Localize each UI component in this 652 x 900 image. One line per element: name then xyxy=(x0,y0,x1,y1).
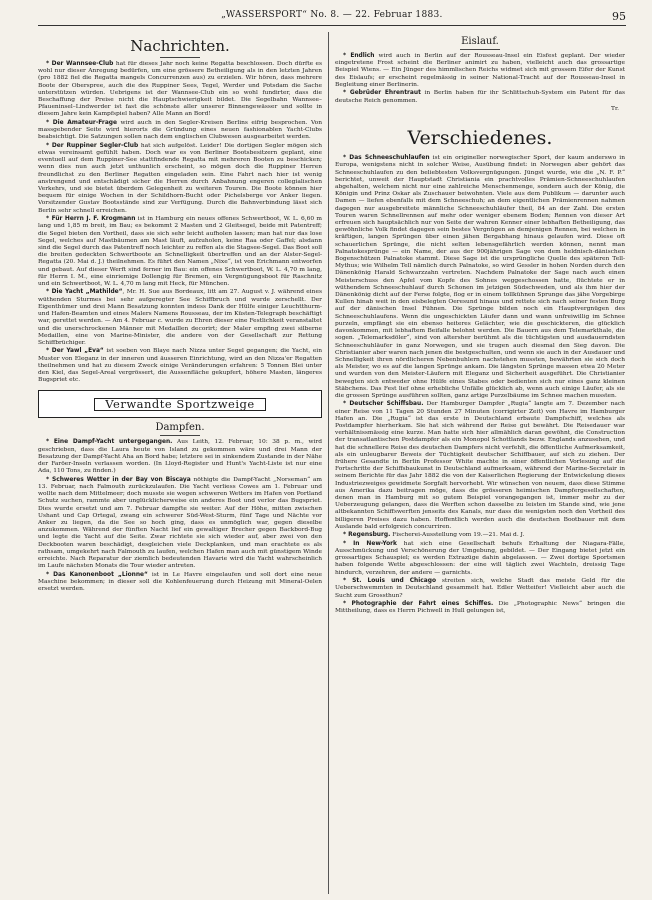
article-paragraph xyxy=(38,120,322,142)
article-paragraph xyxy=(335,53,625,89)
article-paragraph xyxy=(38,216,322,288)
verschiedenes-articles xyxy=(335,155,625,615)
article-lead: * Deutscher Schiffsbau. xyxy=(343,401,424,408)
article-lead: * In New-York xyxy=(343,540,397,547)
article-text: Fischerei-Ausstellung vom 19.—21. Mai d. J. xyxy=(390,532,525,539)
article-paragraph xyxy=(38,439,322,475)
article-text: nöthigte die Dampf-Yacht „Norseman“ am 13. Februar, nach Falmouth zurückzulaufen. Die Yacht verliess Cowes am 1. Februar und wollte nach dem Mittelmeer; doch musste sie wegen schweren Wetters im Hafen von Portland Schutz suchen, rammte aber unglücklicherweise ein anderes Boot und verlor das Bugspriet. Dies wurde ersetzt und am 7. Februar dampfte sie weiter. Auf der Höhe, mitten zwischen Ushant und Cap Ortegal, zwang ein schwerer Süd-West-Sturm, fünf Tage und Nächte vor Anker zu liegen, da die See so hoch ging, dass es unmöglich war, gegen dieselbe anzukommen. Während der fünften Nacht lief ein gewaltiger Brecher gegen Backbord-Bug und legte die Yacht auf die Seite. Zwar richtete sie sich wieder auf, aber zwei von den Deckbooten waren beschädigt, desgleichen viele Deckplanken, und man erachtete es als rathsam, umgekehrt nach Falmouth zu laufen, welchen Hafen man auch mit günstigem Winde erreichte. Nach Reparatur der ziemlich bedeutenden Havarie wird die Yacht wahrscheinlich im Laufe nächsten Monats die Tour wieder antreten. xyxy=(38,476,322,570)
article-text: Aus Leith, 12. Februar, 10: 38 p. m., wird geschrieben, dass die Laura heute von Island zu gekommen wäre und drei Mann der Besatzung der Dampf-Yacht Aha an Bord habe; letztere sei in sinkendem Zustande in der Nähe der Faröer-Inseln verlassen worden. (In Lloyd-Register und Hunt's Yacht-Liste ist nur eine Ada, 110 Tons, zu finden.) xyxy=(38,439,322,475)
article-text: hat für dieses Jahr noch keine Regatta beschlossen. Doch dürfte es wohl nur dieser Anregung bedürfen, um eine grössere Betheiligung als in den letzten Jahren (pro 1882 fiel die Regatta mangels Concurrenzen aus) zu erzielen. Wir hören, dass mehrere Boote der Oberspree, auch die des Ruppiner Sees, Tegel, Werder und Potsdam die Sache unterstützen würden. Uebrigens ist der Wannsee-Club ein so wohl fundirter, dass die Beschaffung der Preise nicht die Hauptschwierigkeit bildet. Die Segelbahn Wannsee–Pfaueninsel–Lindwerder ist fast die schönste aller unserer Binnengewässer und sollte in diesem Jahre kein Kampfspiel haben? Alle Mann an Bord! xyxy=(38,61,322,118)
article-paragraph xyxy=(335,578,625,600)
article-lead: * Die Yacht „Mathilde“ xyxy=(46,289,123,296)
banner-title: Verwandte Sportzweige xyxy=(94,398,265,411)
article-paragraph xyxy=(335,601,625,615)
article-text: wird auch in Berlin auf der Rousseau-Insel ein Eisfest geplant. Der wieder eingetretene Frost scheint die Berliner animirt zu haben, vielleicht auch das grossartige Beispiel Wiens. — Ein Jünger des himmlischen Reichs widmet sich mit grossem Eifer der Kunst des Eislaufs; er erscheint regelmässig in seiner National-Tracht auf der Rousseau-Insel in Begleitung einer Berlinerin. xyxy=(335,53,625,88)
article-text: in Berlin haben für ihr Schlittschuh-System ein Patent für das deutsche Reich genommen. xyxy=(335,90,625,104)
right-column xyxy=(335,32,625,896)
section-banner xyxy=(38,390,322,418)
article-lead: * Photographie der Fahrt eines Schiffes. xyxy=(343,601,494,608)
article-text: ist soeben von Blaye nach Nizza unter Segel gegangen; die Yacht, ein Muster von Eleganz in der inneren und äusseren Einrichtung, wird an den Nizza'er Regatten theilnehmen und hat zu diesem Zweck einige Veränderungen erfahren: 5 Tonnen Blei unter den Kiel, das Segel-Areal vergrössert, die Aussenfläche gekupfert, höhere Masten, längeres Bugspriet etc. xyxy=(38,348,322,384)
article-paragraph xyxy=(38,143,322,215)
article-lead: * Schweres Wetter in der Bay von Biscaya xyxy=(46,476,191,483)
article-lead: * St. Louis und Chicago xyxy=(343,578,436,585)
article-lead: * Endlich xyxy=(343,53,375,59)
article-paragraph xyxy=(335,90,625,104)
heading-separator xyxy=(160,57,200,58)
article-lead: * Der Ruppiner Segler-Club xyxy=(46,142,139,149)
article-lead: * Der Wannsee-Club xyxy=(46,61,114,67)
page-number: 95 xyxy=(612,10,626,23)
article-lead: * Regensburg. xyxy=(343,532,391,539)
article-lead: * Der Yawl „Eva“ xyxy=(46,348,104,355)
article-paragraph xyxy=(38,61,322,119)
article-text: ist in Le Havre eingelaufen und soll dort eine neue Maschine bekommen; in dieser soll die Kohlenfeuerung durch Heizung mit Mineral-Oelen ersetzt werden. xyxy=(38,571,322,593)
heading-separator xyxy=(160,435,200,436)
article-text: wird auch in den Segler-Kreisen Berlins eifrig besprochen. Von massgebender Seite wird hierorts die Gründung eines neuen fashionablen Yacht-Clubs beabsichtigt. Die Satzungen sollen nach dem englischen Clubwesen ausgearbeitet werden. xyxy=(38,119,322,141)
article-text: Die „Photographic News“ bringen die Mittheilung, dass es Herrn Pichwell in Hull gelungen ist, xyxy=(335,601,625,615)
heading-verschiedenes: Verschiedenes. xyxy=(407,127,553,150)
eislauf-signature: Tr. xyxy=(611,106,619,113)
article-lead: * Für Herrn J. F. Krogmann xyxy=(46,216,136,223)
running-header xyxy=(38,10,626,26)
running-title: „WASSERSPORT“ No. 8. — 22. Februar 1883. xyxy=(221,10,443,20)
header-rule xyxy=(38,25,626,26)
article-lead: * Das Schneeschuhlaufen xyxy=(343,155,430,162)
article-paragraph xyxy=(335,541,625,577)
nachrichten-articles xyxy=(38,61,322,384)
article-paragraph xyxy=(38,348,322,384)
heading-separator xyxy=(460,49,500,50)
article-text: Der Hamburger Dampfer „Rugia“ langte am 7. Dezember nach einer Reise von 11 Tagen 20 Stunden 27 Minuten (corrigirter Zeit) von Havre im Hamburger Hafen an. Die „Rugia“ ist das erste in Deutschland erbaute Dampfschiff, welches als Postdampfer hierherkam. Sie hat sich während der Reise gut bewährt. Die Reisedauer war verhältnissmässig eine kurze. Man hatte sich hier allmählich daran gewöhnt, die Construction der transatlantischen Postdampfer als ein Monopol Schottlands bezw. Englands anzusehen, und hat die schnellere Reise des deutschen Dampfers nicht verfehlt, die öffentliche Aufmerksamkeit, als ein unleugbarer Beweis der Tüchtigkeit deutscher Schiffbauer, auf sich zu ziehen. Der frühere Gesandte in Berlin Professor White machte in einer öffentlichen Vorlesung auf die Fortschritte der Schiffsbaukunst in Deutschland aufmerksam, während der Marine-Secretair in seinem Berichte für das Jahr 1882 die von der Kaiserlichen Regierung der Entwickelung dieses Industriezweiges gewidmete Sorgfalt hervorhebt. Wir wünschen von neuem, dass diese Stimme aus Amerika dazu beitragen möge, dass die grösseren heimischen Dampfergesellschaften, denen man in Hamburg mit so gutem Beispiel vorangegangen ist, immer mehr zu der Ueberzeugung gelangen, dass die Werften schon dasselbe zu leisten im Stande sind, wie jene altbekannten Schiffswerften jenseits des Kanals, nur dass die wenigsten noch den Vortheil des billigeren Preises dazu haben. Hoffentlich werden auch die deutschen Bootbauer mit dem Auslande bald erfolgreich concurriren. xyxy=(335,401,625,530)
article-paragraph xyxy=(38,289,322,347)
heading-eislauf: Eislauf. xyxy=(461,36,499,47)
article-paragraph xyxy=(335,155,625,400)
dampfen-articles xyxy=(38,439,322,593)
article-text: streiten sich, welche Stadt das meiste Geld für die Ueberschwemmten in Deutschland gesammelt hat. Edler Wetteifer! Vielleicht aber auch die Sucht zum Grossthun? xyxy=(335,578,625,599)
article-lead: * Die Amateur-Frage xyxy=(46,119,118,126)
heading-nachrichten: Nachrichten. xyxy=(130,37,230,55)
article-text: ist ein origineller norwegischer Sport, der kaum anderswo in Europa, wenigstens nicht in solcher Weise, Ausübung findet: in Norwegen aber gehört das Schneeschuhlaufen zu den beliebtesten Volksvergnügungen. Jüngst wurde, wie die „N. F. P.“ berichtet, unweit der Hauptstadt Christiania ein prachtvolles Prämien-Schneeschuhlaufen abgehalten, welchem nicht nur eine zahlreiche Menschenmenge, sondern auch der König, die Königin und Prinz Oskar als Zuschauer beiwohnten. Viele aus dem Publikum — darunter auch Damen — liefen ebenfalls mit dem Schneeschuh; an dem eigentlichen Prämienrennen nahmen dagegen nur ausgebreitete männliche Schneeschuhläufer theil, 84 an der Zahl. Die ersten Touren waren Schnellrennen auf mehr oder weniger ebenem Boden; Rennen von dieser Art erfreuen sich hauptsächlich nur von Seite der wahren Kenner einer lebhaften Betheiligung, das gewöhnliche Volk findet dagegen sein bestes Vergnügen an demjenigen Rennen, bei welchen in kräftigen, langen Sprüngen über einen jähen Bergabhang hinaus gelaufen wird. Diese oft schauerlichen Sprünge, die nicht selten lebensgefährlich werden können, nennt man Palnatokesprünge — ein Name, der aus der 900jährigen Sage von dem heldnisch-dänischen Bogenschützen Palnatoke stammt. Diese Sage ist die ursprüngliche Quelle des späteren Tell-Mythus; wie Wilhelm Tell nämlich durch Palnatoke, so wird Gessler in hohen Norden durch den Dänenkönig Harald Schwarzzahn vertreten. Nachdem Palnatoke der Sage nach auch einen Meisterschuss den Apfel vom Kopfe des Sohnes weggeschossen hatte, flüchtete er in wüthendem Schneeschuhlauf durch Schonen im jetzigen Südschweden, und als ihm hier der Dänenkönig dicht auf der Ferse folgte, flog er in einem tollkühnen Sprunge das jähe Vorgebirge Kullen hinab weit in den eisbelegten Oeresund hinaus und rettete sich nach seiner festen Burg auf der dänischen Insel Fühnen. Die Sprünge bilden noch ein Hauptvergnügen des Schneeschuhlaufens. Wenn die ungeschickten Läufer dann und wann unfreiwillig im Schnee purzeln, empfängt sie ein ebenso heiteres Gelächter, wie die geschickteren, die glücklich davonkommen, mit lebhaftem Beifalle belohnt werden. Die Bauern aus dem Telemarkthale, die sogen. „Telemarksdöler“, sind von altersher berühmt als die tüchtigsten und ausdauerndsten Schneeschuhläufer in ganz Norwegen, und sie trugen auch diesmal den Sieg davon. Die Christianier aber waren nach jenen die bestgeschulten, und wenn sie auch in der Ausdauer und Schnelligkeit ihren nördlicheren Nebenbuhlern nachstehen mussten, bewährten sie sich doch als Meister, wo es auf die langen Sprünge ankam. Die längsten Sprünge massen etwa 20 Meter und wurden von den Meister-Läufern mit Eleganz und Sicherheit ausgeführt. Die Christianier bewegten sich entweder ohne Hülfe eines Stabes oder bedienten sich nur eines ganz kleinen Stäbchens. Das Fest lief ohne erhebliche Unfälle glücklich ab, wenn auch einige Läufer, als sie die grossen Sprünge ausführen sollten, ganz artige Purzelbäume im Schnee machen mussten. xyxy=(335,155,625,399)
article-paragraph xyxy=(38,477,322,571)
article-paragraph xyxy=(38,572,322,594)
article-lead: * Eine Dampf-Yacht untergegangen. xyxy=(46,439,173,446)
column-divider xyxy=(328,32,329,894)
article-text: hat sich aufgelöst. Leider! Die dortigen Segler mögen sich etwas vereinsamt gefühlt haben. Doch war es von Berliner Bootsbesitzern geplant, eine eventuell auf dem Ruppiner-See stattfindende Regatta mit mehreren Booten zu beschicken; wenn dies nun auch jetzt unthunlich erscheint, so mögen doch die Ruppiner Herren freundlichst zu den Berliner Regatten eingeladen sein. Eine Fahrt nach hier ist wenig anstrengend und entschädigt sicher die Herren durch Anbahnung engeren collegialischen Verkehrs, und sie bietet überdem Gelegenheit zu weiteren Touren. Die Boote können hier bequem für einige Wochen in der Schildhorn-Bucht oder Pichelsberge vor Anker liegen. Vorsitzender Gustav Bootsstände sind zur Verfügung. Durch die Bahnverbindung lässt sich Berlin sehr schnell erreichen. xyxy=(38,142,322,214)
heading-dampfen: Dampfen. xyxy=(155,422,205,434)
article-text: , Mr. H. Sue aus Bordeaux, litt am 27. August v. J. während eines wüthenden Sturmes bei sehr aufgeregter See Schiffbruch und wurde zerschellt. Der Eigenthümer und drei Mann Besatzung konnten indess Dank der Hülfe einiger Leuchtthurm- und Hafen-Beamten und eines Malers Namens Rousseau, der im Küsten-Telegraph beschäftigt war, gerettet werden. — Am 4. Februar c. wurde zu Ehren dieser eine Festlichkeit veranstaltet und die unerschrockenen Männer mit Medaillen decorirt; der Maler empfing zwei silberne Medaillen, eine von Marine-Minister, die andere von der Gesellschaft zur Rettung Schiffbrüchiger. xyxy=(38,289,322,346)
article-lead: * Gebrüder Ehrentraut xyxy=(343,90,421,97)
article-text: hat sich eine Gesellschaft behufs Erhaltung der Niagara-Fälle, Ausschmückung und Verschönerung der Umgebung, gebildet. — Der Eingang bietet jetzt ein grossartiges Schauspiel; es werden Extrazüge dahin abgelassen. — Zwei dortige Sportsmen haben folgende Wette abgeschlossen: der eine will täglich zwei Wachteln, dreissig Tage hindurch, verzehren, der andere — garnichts. xyxy=(335,540,625,576)
article-paragraph xyxy=(335,532,625,539)
eislauf-articles xyxy=(335,53,625,105)
left-column xyxy=(38,32,322,896)
article-paragraph xyxy=(335,401,625,531)
article-text: ist in Hamburg ein neues offenes Schwertboot, W. L. 6,60 m lang und 1,85 m breit, im Bau; es bekommt 2 Masten und 2 Gleitsegel, beide mit Patentreff; die Segel bieten den Vortheil, dass sie sich sehr leicht aufholen lassen; man hat nur das lose Segel, welches auf Mastbäumen am Mast läuft, aufzuholen, keine Raa oder Gaffel; alsdann sind die Segel durch das Patentreff noch leichter zu reffen als die Stagsee-Segel. Das Boot soll die breiten gedeckten Schwertboote an Schnelligkeit übertreffen und an der Alster-Segel-Regatta (20. Mai d. J.) theilnehmen. Es führt den Namen „Nixe“, ist von Erichmann entworfen und gebaut. Auf dieser Werft sind ferner im Bau: ein offenes Schwertboot, W. L. 4,70 m lang, für Herrn I. M., eine einriemige Dollengig für Bremen, ein Vergnügungsboot für Raschnitz und ein Schwertboot, W. L. 4,70 m lang mit Heck, für München. xyxy=(38,216,322,287)
article-lead: * Das Kanonenboot „Lionne“ xyxy=(46,571,148,578)
